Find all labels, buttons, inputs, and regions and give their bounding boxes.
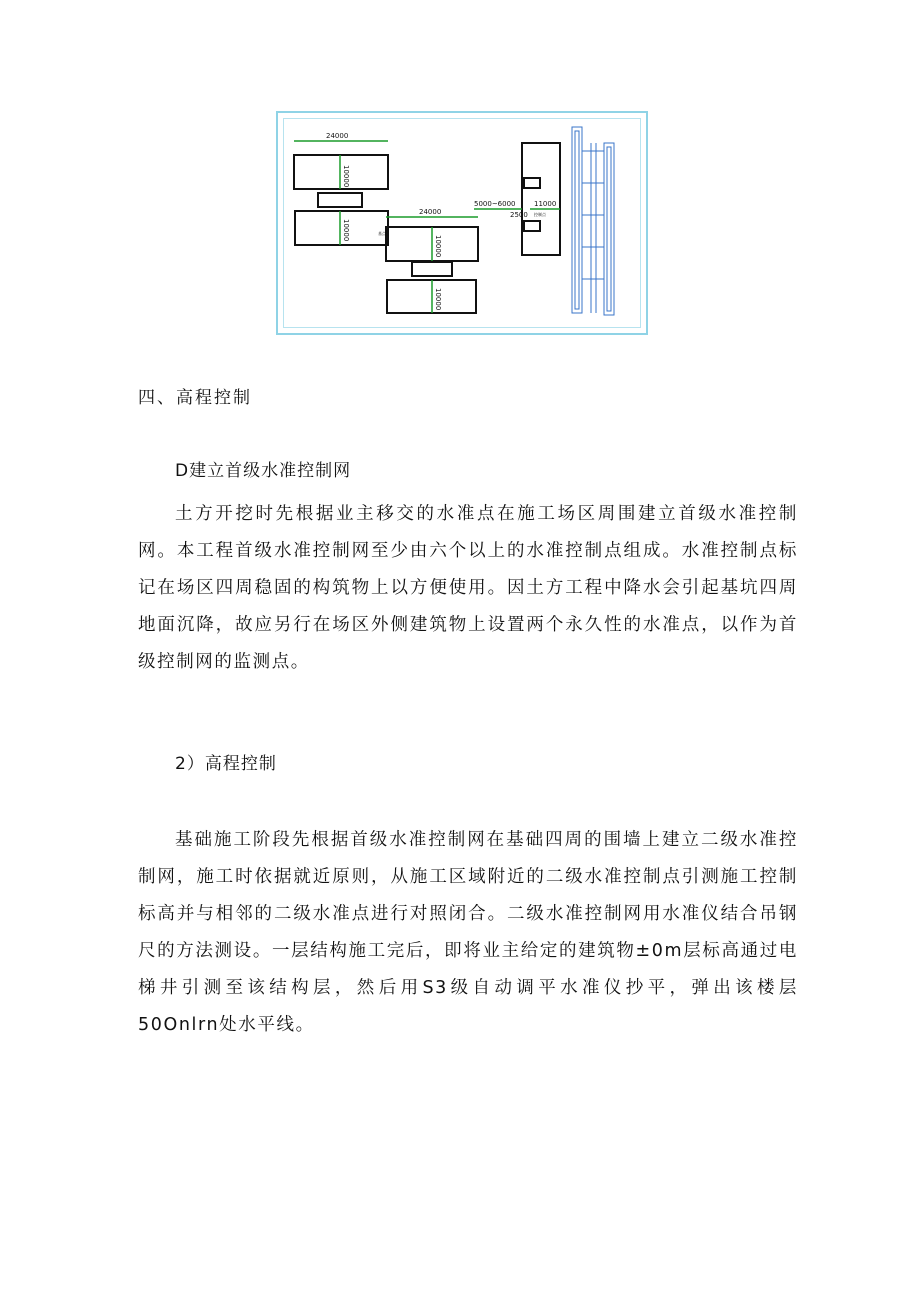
panel-rails: [582, 143, 604, 313]
label-dim-mid: 24000: [419, 208, 442, 216]
paragraph-2: 基础施工阶段先根据首级水准控制网在基础四周的围墙上建立二级水准控制网，施工时依据就近原则，从施工区域附近的二级水准控制点引测施工控制标高并与相邻的二级水准点进行对照闭合。二级水准控制网用水准仪结合吊钢尺的方法测设。一层结构施工完后，即将业主给定的建筑物±0m层标高通过电梯井引测至该结构层，然后用S3级自动调平水准仪抄平，弹出该楼层50Onlrn处水平线。: [138, 830, 798, 1035]
panel-column-left: [572, 127, 582, 313]
site-plan-diagram: [278, 113, 646, 333]
panel-column-right: [604, 143, 614, 315]
connector-1: [318, 193, 362, 207]
subsection-title-2: 2）高程控制: [175, 754, 277, 774]
building-block-1: [294, 155, 388, 189]
label-dim-gap: 5000~6000: [474, 200, 516, 208]
label-dim-v3: 10000: [434, 235, 442, 258]
label-dim-right-small: 2500: [510, 211, 528, 219]
site-plan-figure: [276, 111, 648, 335]
connector-2: [412, 262, 452, 276]
label-dim-v2: 10000: [342, 219, 350, 242]
paragraph-1: 土方开挖时先根据业主移交的水准点在施工场区周围建立首级水准控制网。本工程首级水准控制网至少由六个以上的水准控制点组成。水准控制点标记在场区四周稳固的构筑物上以方便使用。因土方工程中降水会引起基坑四周地面沉降，故应另行在场区外侧建筑物上设置两个永久性的水准点，以作为首级控制网的监测点。: [138, 504, 798, 672]
label-dim-v4: 10000: [434, 288, 442, 311]
label-dim-v1: 10000: [342, 165, 350, 188]
right-building: [522, 143, 560, 255]
label-dim-top: 24000: [326, 132, 349, 140]
right-notch-1: [524, 178, 540, 188]
right-notch-2: [524, 221, 540, 231]
label-note-left: 基点: [378, 231, 386, 236]
building-block-2: [295, 211, 388, 245]
label-note-right: 控制点: [534, 212, 546, 217]
section-heading: 四、高程控制: [138, 388, 252, 408]
label-dim-right: 11000: [534, 200, 557, 208]
subsection-title-1: D建立首级水准控制网: [175, 461, 352, 481]
